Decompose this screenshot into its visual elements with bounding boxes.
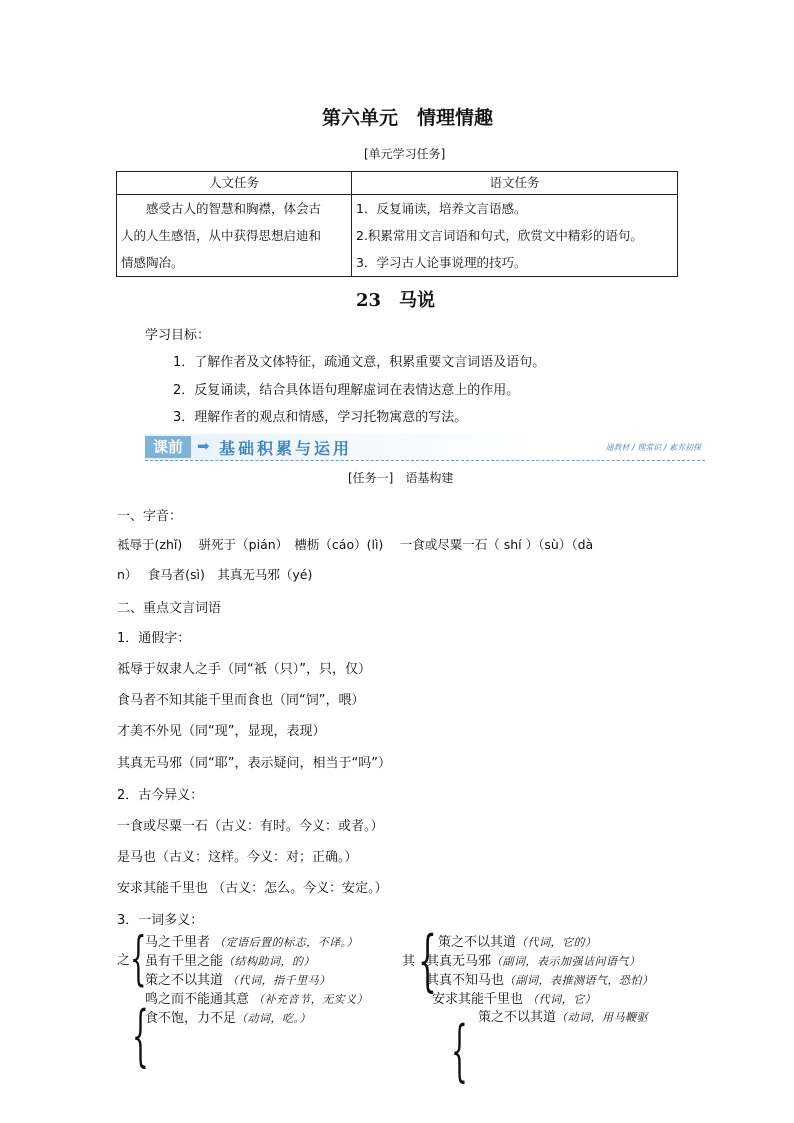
banner-subtitle: 通教材 / 理常识 / 素养初探 bbox=[605, 443, 701, 452]
arrow-right-icon: ➡ bbox=[197, 437, 210, 455]
table-line: 情感陶冶。 bbox=[121, 255, 184, 270]
table-header-humanities: 人文任务 bbox=[117, 172, 352, 195]
left-brace-icon: { bbox=[130, 924, 147, 992]
table-line: 2.积累常用文言词语和句式，欣赏文中精彩的语句。 bbox=[356, 228, 643, 243]
polysemy-item bbox=[145, 950, 315, 969]
table-cell-language bbox=[352, 195, 678, 277]
task-table bbox=[116, 171, 678, 277]
polysemy-char-qi: 其 bbox=[402, 954, 416, 969]
polysemy-phrase: 安求其能千里也 bbox=[432, 992, 524, 1007]
subsection-heading: 1．通假字： bbox=[117, 631, 191, 646]
section-heading: 一、字音： bbox=[117, 509, 183, 524]
polysemy-phrase: 其真无马邪 bbox=[426, 954, 492, 969]
polysemy-phrase: 食不饱，力不足 bbox=[145, 1011, 237, 1026]
goal-item: 2．反复诵读，结合具体语句理解虚词在表情达意上的作用。 bbox=[173, 383, 520, 398]
polysemy-note: （代词，它） bbox=[527, 993, 597, 1006]
polysemy-note: （定语后置的标志，不译。） bbox=[214, 936, 359, 949]
table-header-language: 语文任务 bbox=[352, 172, 678, 195]
polysemy-phrase: 鸣之而不能通其意 bbox=[145, 992, 250, 1007]
goals-label: 学习目标： bbox=[145, 328, 211, 343]
polysemy-item bbox=[432, 988, 596, 1007]
polysemy-note: （副词，表示加强诘问语气） bbox=[491, 955, 641, 968]
polysemy-note: （代词，它的） bbox=[516, 936, 597, 949]
polysemy-note: （动词，吃。） bbox=[236, 1012, 312, 1025]
polysemy-item bbox=[145, 931, 358, 950]
left-brace-icon: { bbox=[418, 922, 437, 999]
unit-subtitle: [单元学习任务] bbox=[364, 147, 446, 161]
lesson-title: 23 马说 bbox=[356, 290, 436, 311]
polysemy-note: （结构助词，的） bbox=[223, 955, 316, 968]
table-line: 人的人生感悟，从中获得思想启迪和 bbox=[121, 228, 322, 243]
polysemy-item bbox=[145, 1007, 311, 1026]
polysemy-phrase: 虽有千里之能 bbox=[145, 954, 224, 969]
left-brace-icon: { bbox=[451, 1012, 468, 1089]
gujin-item: 一食或尽粟一石（古义：有时。今义：或者。） bbox=[117, 819, 384, 834]
task-heading: [任务一] 语基构建 bbox=[348, 471, 454, 485]
polysemy-note: （动词，用马鞭驱 bbox=[556, 1011, 649, 1024]
polysemy-phrase: 策之不以其道 bbox=[478, 1010, 557, 1025]
gujin-item: 是马也（古义：这样。今义：对；正确。） bbox=[117, 850, 358, 865]
polysemy-phrase: 策之不以其道 bbox=[145, 973, 224, 988]
polysemy-note: （补充音节，无实义） bbox=[253, 993, 369, 1006]
subsection-heading: 3．一词多义： bbox=[117, 913, 204, 928]
polysemy-item bbox=[145, 969, 331, 988]
polysemy-phrase: 马之千里者 bbox=[145, 935, 211, 950]
table-line: 1．反复诵读，培养文言语感。 bbox=[356, 201, 527, 216]
table-cell-humanities bbox=[117, 195, 352, 277]
polysemy-item bbox=[426, 950, 641, 969]
tongjia-item: 祗辱于奴隶人之手（同“祇（只）”，只，仅） bbox=[117, 662, 371, 677]
table-line: 3．学习古人论事说理的技巧。 bbox=[356, 255, 527, 270]
section-banner bbox=[145, 434, 705, 461]
gujin-item: 安求其能千里也 （古义：怎么。今义：安定。） bbox=[117, 881, 388, 896]
polysemy-note: （副词，表推测语气，恐怕） bbox=[504, 974, 654, 987]
unit-title: 第六单元 情理情趣 bbox=[322, 107, 494, 129]
polysemy-item bbox=[426, 969, 654, 988]
subsection-heading: 2．古今异义： bbox=[117, 788, 204, 803]
polysemy-item bbox=[438, 931, 597, 950]
goal-item: 1．了解作者及文体特征，疏通文意，积累重要文言词语及语句。 bbox=[173, 355, 546, 370]
banner-title: 基础积累与运用 bbox=[219, 439, 353, 458]
polysemy-item bbox=[145, 988, 368, 1007]
pronunciation-line: n） 食马者(sì) 其真无马邪（yé) bbox=[117, 567, 313, 582]
pronunciation-line: 祗辱于(zhǐ) 骈死于（pián） 槽枥（cáo）(lì) 一食或尽粟一石（ shí ）（sù）（dà bbox=[117, 537, 594, 552]
polysemy-phrase: 其真不知马也 bbox=[426, 973, 505, 988]
tongjia-item: 其真无马邪（同“耶”，表示疑问，相当于“吗”） bbox=[117, 756, 391, 771]
polysemy-char-zhi: 之 bbox=[117, 953, 131, 968]
tongjia-item: 才美不外见（同“现”，显现，表现） bbox=[117, 724, 326, 739]
table-line: 感受古人的智慧和胸襟，体会古 bbox=[121, 201, 322, 216]
polysemy-phrase: 策之不以其道 bbox=[438, 935, 517, 950]
banner-tag: 课前 bbox=[145, 436, 191, 458]
polysemy-note: （代词，指千里马） bbox=[227, 974, 331, 987]
polysemy-item bbox=[478, 1006, 648, 1025]
tongjia-item: 食马者不知其能千里而食也（同“饲”，喂） bbox=[117, 693, 365, 708]
section-heading: 二、重点文言词语 bbox=[117, 601, 222, 616]
left-brace-icon: { bbox=[132, 997, 149, 1074]
goal-item: 3．理解作者的观点和情感，学习托物寓意的写法。 bbox=[173, 410, 468, 425]
